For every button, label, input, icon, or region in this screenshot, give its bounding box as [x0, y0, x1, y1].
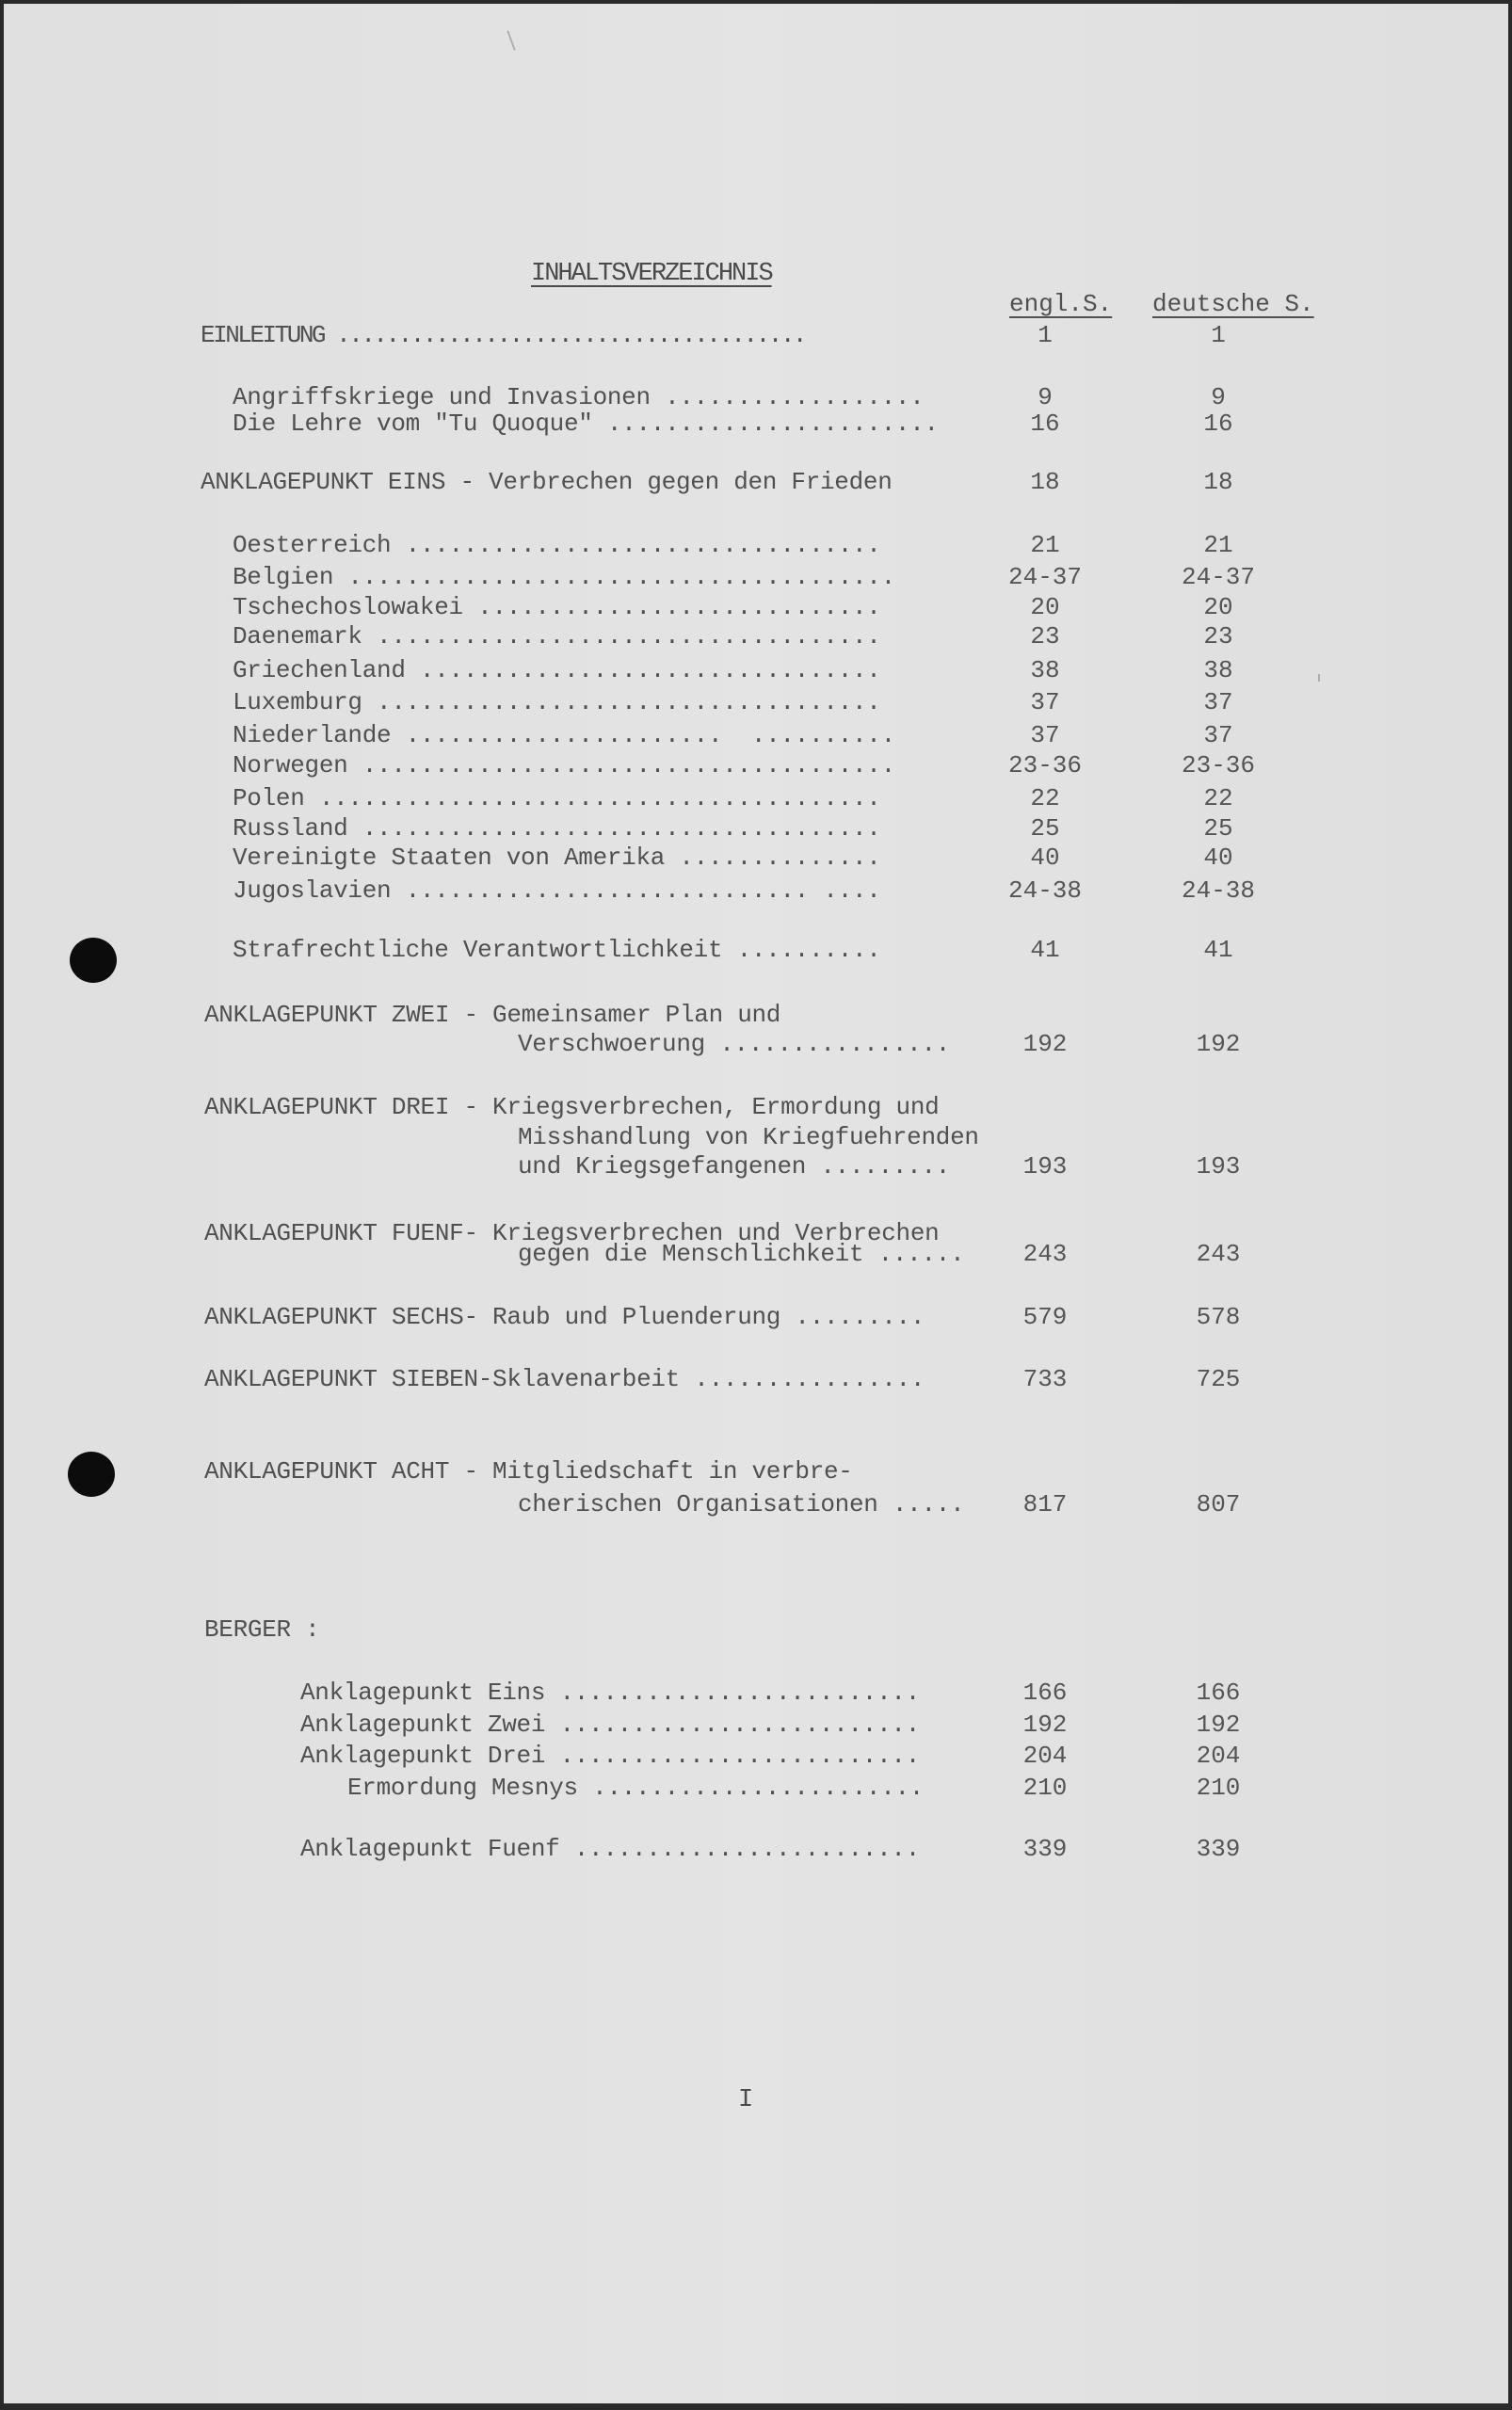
toc-entry: Griechenland ................................ [233, 656, 881, 684]
page-en: 23 [1030, 622, 1060, 651]
page-de: 807 [1196, 1490, 1241, 1518]
page-de: 9 [1211, 383, 1226, 411]
toc-entry: Polen ....................................... [233, 784, 881, 812]
page-en: 22 [1030, 784, 1060, 812]
toc-entry-anklagepunkt-fuenf: ANKLAGEPUNKT FUENF- Kriegsverbrechen und Verbrechen [204, 1219, 940, 1247]
page-de: 1 [1211, 321, 1226, 349]
page-de: 21 [1203, 531, 1233, 559]
toc-entry: Anklagepunkt Eins ......................... [300, 1679, 921, 1707]
page-en: 733 [1022, 1365, 1068, 1393]
page-de: 725 [1196, 1365, 1241, 1393]
page-en: 192 [1022, 1711, 1068, 1739]
page-de: 210 [1196, 1774, 1241, 1802]
column-header-english-page: engl.S. [1009, 290, 1113, 318]
page-number: I [738, 2086, 754, 2114]
toc-entry: Tschechoslowakei ............................ [233, 593, 881, 621]
page-de: 243 [1196, 1240, 1241, 1268]
page-en: 243 [1022, 1240, 1068, 1268]
toc-entry-anklagepunkt-eins: ANKLAGEPUNKT EINS - Verbrechen gegen den Frieden [201, 468, 893, 496]
page-en: 41 [1030, 936, 1060, 964]
toc-entry-continuation: und Kriegsgefangenen ......... [518, 1152, 951, 1181]
toc-entry-anklagepunkt-drei: ANKLAGEPUNKT DREI - Kriegsverbrechen, Ermordung und [204, 1093, 940, 1121]
page-de: 41 [1203, 936, 1233, 964]
page-en: 38 [1030, 656, 1060, 684]
page-de: 38 [1203, 656, 1233, 684]
page-en: 579 [1022, 1303, 1068, 1331]
page-en: 817 [1022, 1490, 1068, 1518]
toc-entry-continuation: cherischen Organisationen ..... [518, 1490, 965, 1518]
page-en: 37 [1030, 688, 1060, 716]
toc-entry: Niederlande ...................... .......... [233, 721, 895, 749]
page-en: 37 [1030, 721, 1060, 749]
page-en: 23-36 [1007, 751, 1082, 779]
toc-entry-continuation: gegen die Menschlichkeit ...... [518, 1240, 965, 1268]
toc-entry-continuation: Misshandlung von Kriegfuehrenden [518, 1123, 979, 1151]
page-en: 20 [1030, 593, 1060, 621]
toc-entry: Anklagepunkt Fuenf ........................ [300, 1835, 921, 1863]
toc-entry: Die Lehre vom "Tu Quoque" ....................... [233, 410, 939, 438]
page-en: 40 [1030, 844, 1060, 872]
toc-entry: Angriffskriege und Invasionen .................. [233, 383, 925, 411]
paper-mark [507, 30, 515, 50]
page-de: 166 [1196, 1679, 1241, 1707]
section-heading-berger: BERGER : [204, 1615, 320, 1644]
page-de: 193 [1196, 1152, 1241, 1181]
page-de: 204 [1196, 1742, 1241, 1770]
toc-entry: Anklagepunkt Drei ......................... [300, 1742, 921, 1770]
page-de: 20 [1203, 593, 1233, 621]
page-en: 9 [1037, 383, 1053, 411]
page-de: 24-37 [1181, 563, 1255, 591]
toc-entry: Jugoslavien ............................ .... [233, 876, 881, 905]
toc-entry-anklagepunkt-zwei: ANKLAGEPUNKT ZWEI - Gemeinsamer Plan und [204, 1001, 781, 1029]
toc-entry-continuation: Verschwoerung ................ [518, 1030, 951, 1058]
document-page [4, 4, 1508, 2403]
page-de: 23 [1203, 622, 1233, 651]
page-en: 16 [1030, 410, 1060, 438]
toc-entry-anklagepunkt-sieben: ANKLAGEPUNKT SIEBEN-Sklavenarbeit ................ [204, 1365, 925, 1393]
document-title: INHALTSVERZEICHNIS [531, 260, 772, 288]
toc-entry: Norwegen ..................................... [233, 751, 895, 779]
punch-hole-icon [68, 1452, 115, 1497]
toc-entry: Oesterreich ................................. [233, 531, 881, 559]
toc-entry: Luxemburg ................................... [233, 688, 881, 716]
page-de: 578 [1196, 1303, 1241, 1331]
page-en: 204 [1022, 1742, 1068, 1770]
paper-mark [1318, 674, 1320, 682]
page-en: 21 [1030, 531, 1060, 559]
column-header-german-page: deutsche S. [1152, 290, 1314, 318]
page-en: 25 [1030, 814, 1060, 843]
page-de: 192 [1196, 1030, 1241, 1058]
page-de: 25 [1203, 814, 1233, 843]
page-en: 24-38 [1007, 876, 1082, 905]
page-de: 22 [1203, 784, 1233, 812]
toc-entry: Russland .................................... [233, 814, 881, 843]
toc-entry: Anklagepunkt Zwei ......................... [300, 1711, 921, 1739]
page-de: 40 [1203, 844, 1233, 872]
page-en: 210 [1022, 1774, 1068, 1802]
page-en: 193 [1022, 1152, 1068, 1181]
page-de: 192 [1196, 1711, 1241, 1739]
page-de: 23-36 [1181, 751, 1255, 779]
page-en: 18 [1030, 468, 1060, 496]
page-de: 18 [1203, 468, 1233, 496]
page-de: 24-38 [1181, 876, 1255, 905]
toc-entry: Belgien ...................................... [233, 563, 895, 591]
page-en: 166 [1022, 1679, 1068, 1707]
page-de: 339 [1196, 1835, 1241, 1863]
page-en: 24-37 [1007, 563, 1082, 591]
toc-entry-anklagepunkt-sechs: ANKLAGEPUNKT SECHS- Raub und Pluenderung ......... [204, 1303, 925, 1331]
toc-entry-einleitung: EINLEITUNG ...................................... [201, 321, 806, 349]
page-de: 37 [1203, 721, 1233, 749]
toc-entry: Strafrechtliche Verantwortlichkeit .......... [233, 936, 881, 964]
page-en: 339 [1022, 1835, 1068, 1863]
punch-hole-icon [70, 938, 117, 983]
toc-entry: Daenemark ................................... [233, 622, 881, 651]
toc-entry: Ermordung Mesnys ....................... [347, 1774, 925, 1802]
toc-entry-anklagepunkt-acht: ANKLAGEPUNKT ACHT - Mitgliedschaft in verbre- [204, 1457, 853, 1486]
toc-entry: Vereinigte Staaten von Amerika .............. [233, 844, 881, 872]
page-de: 37 [1203, 688, 1233, 716]
page-en: 192 [1022, 1030, 1068, 1058]
page-de: 16 [1203, 410, 1233, 438]
page-en: 1 [1037, 321, 1053, 349]
